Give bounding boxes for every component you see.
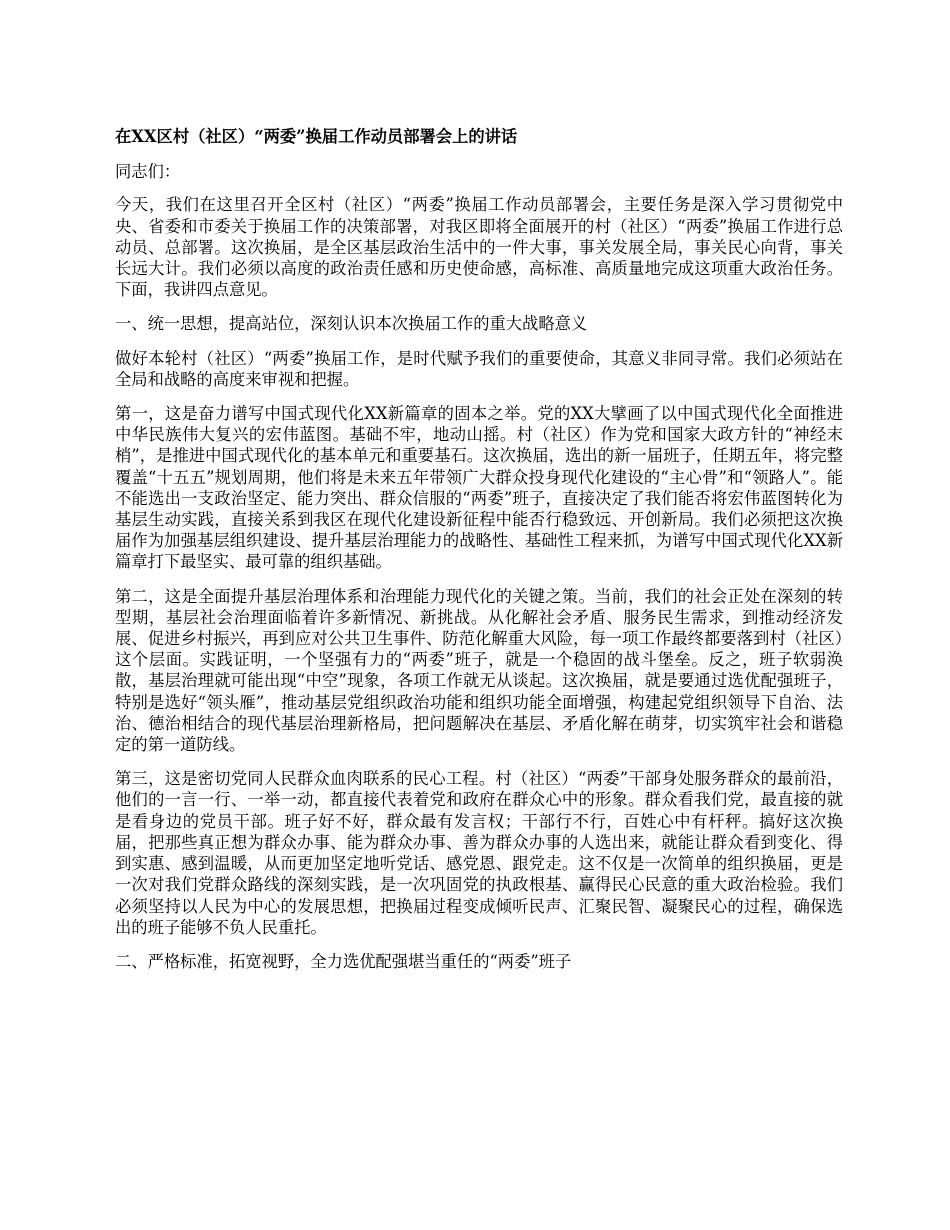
section-heading-1: 一、统一思想，提高站位，深刻认识本次换届工作的重大战略意义 bbox=[115, 314, 588, 334]
paragraph-point-3: 第三，这是密切党同人民群众血肉联系的民心工程。村（社区）“两委”干部身处服务群众的最前沿，他们的一言一行、一举一动，都直接代表着党和政府在群众心中的形象。群众看我们党，最直接的就是看身边的党员干部。班子好不好，群众最有发言权；干部行不行，百姓心中有杆秤。搞好这次换届，把那些真正想为群众办事、能为群众办事、善为群众办事的人选出来，就能让群众看到变化、得到实惠、感到温暖，从而更加坚定地听党话、感党恩、跟党走。这不仅是一次简单的组织换届，更是一次对我们党群众路线的深刻实践，是一次巩固党的执政根基、赢得民心民意的重大政治检验。我们必须坚持以人民为中心的发展思想，把换届过程变成倾听民声、汇聚民智、凝聚民心的过程，确保选出的班子能够不负人民重托。 bbox=[115, 769, 843, 937]
paragraph-section1-intro: 做好本轮村（社区）“两委”换届工作，是时代赋予我们的重要使命，其意义非同寻常。我们必须站在全局和战略的高度来审视和把握。 bbox=[115, 348, 843, 389]
paragraph-point-2: 第二，这是全面提升基层治理体系和治理能力现代化的关键之策。当前，我们的社会正处在深刻的转型期，基层社会治理面临着许多新情况、新挑战。从化解社会矛盾、服务民生需求，到推动经济发展、促进乡村振兴，再到应对公共卫生事件、防范化解重大风险，每一项工作最终都要落到村（社区）这个层面。实践证明，一个坚强有力的“两委”班子，就是一个稳固的战斗堡垒。反之，班子软弱涣散，基层治理就可能出现“中空”现象，各项工作就无从谈起。这次换届，就是要通过选优配强班子，特别是选好“领头雁”，推动基层党组织政治功能和组织功能全面增强，构建起党组织领导下自治、法治、德治相结合的现代基层治理新格局，把问题解决在基层、矛盾化解在萌芽，切实筑牢社会和谐稳定的第一道防线。 bbox=[115, 586, 843, 755]
document-title: 在XX区村（社区）“两委”换届工作动员部署会上的讲话 bbox=[115, 127, 518, 146]
section-heading-2: 二、严格标准，拓宽视野，全力选优配强堪当重任的“两委”班子 bbox=[115, 951, 572, 971]
paragraph-point-1: 第一，这是奋力谱写中国式现代化XX新篇章的固本之举。党的XX大擘画了以中国式现代化全面推进中华民族伟大复兴的宏伟蓝图。基础不牢，地动山摇。村（社区）作为党和国家大政方针的“神经末梢”，是推进中国式现代化的基本单元和重要基石。这次换届，选出的新一届班子，任期五年，将完整覆盖“十五五”规划周期，他们将是未来五年带领广大群众投身现代化建设的“主心骨”和“领路人”。能不能选出一支政治坚定、能力突出、群众信服的“两委”班子，直接决定了我们能否将宏伟蓝图转化为基层生动实践，直接关系到我区在现代化建设新征程中能否行稳致远、开创新局。我们必须把这次换届作为加强基层组织建设、提升基层治理能力的战略性、基础性工程来抓，为谱写中国式现代化XX新篇章打下最坚实、最可靠的组织基础。 bbox=[115, 404, 843, 572]
salutation: 同志们： bbox=[115, 162, 181, 182]
document-page bbox=[115, 126, 843, 985]
paragraph-intro: 今天，我们在这里召开全区村（社区）“两委”换届工作动员部署会，主要任务是深入学习贯彻党中央、省委和市委关于换届工作的决策部署，对我区即将全面展开的村（社区）“两委”换届工作进行总动员、总部署。这次换届，是全区基层政治生活中的一件大事，事关发展全局，事关民心向背，事关长远大计。我们必须以高度的政治责任感和历史使命感，高标准、高质量地完成这项重大政治任务。下面，我讲四点意见。 bbox=[115, 195, 843, 300]
